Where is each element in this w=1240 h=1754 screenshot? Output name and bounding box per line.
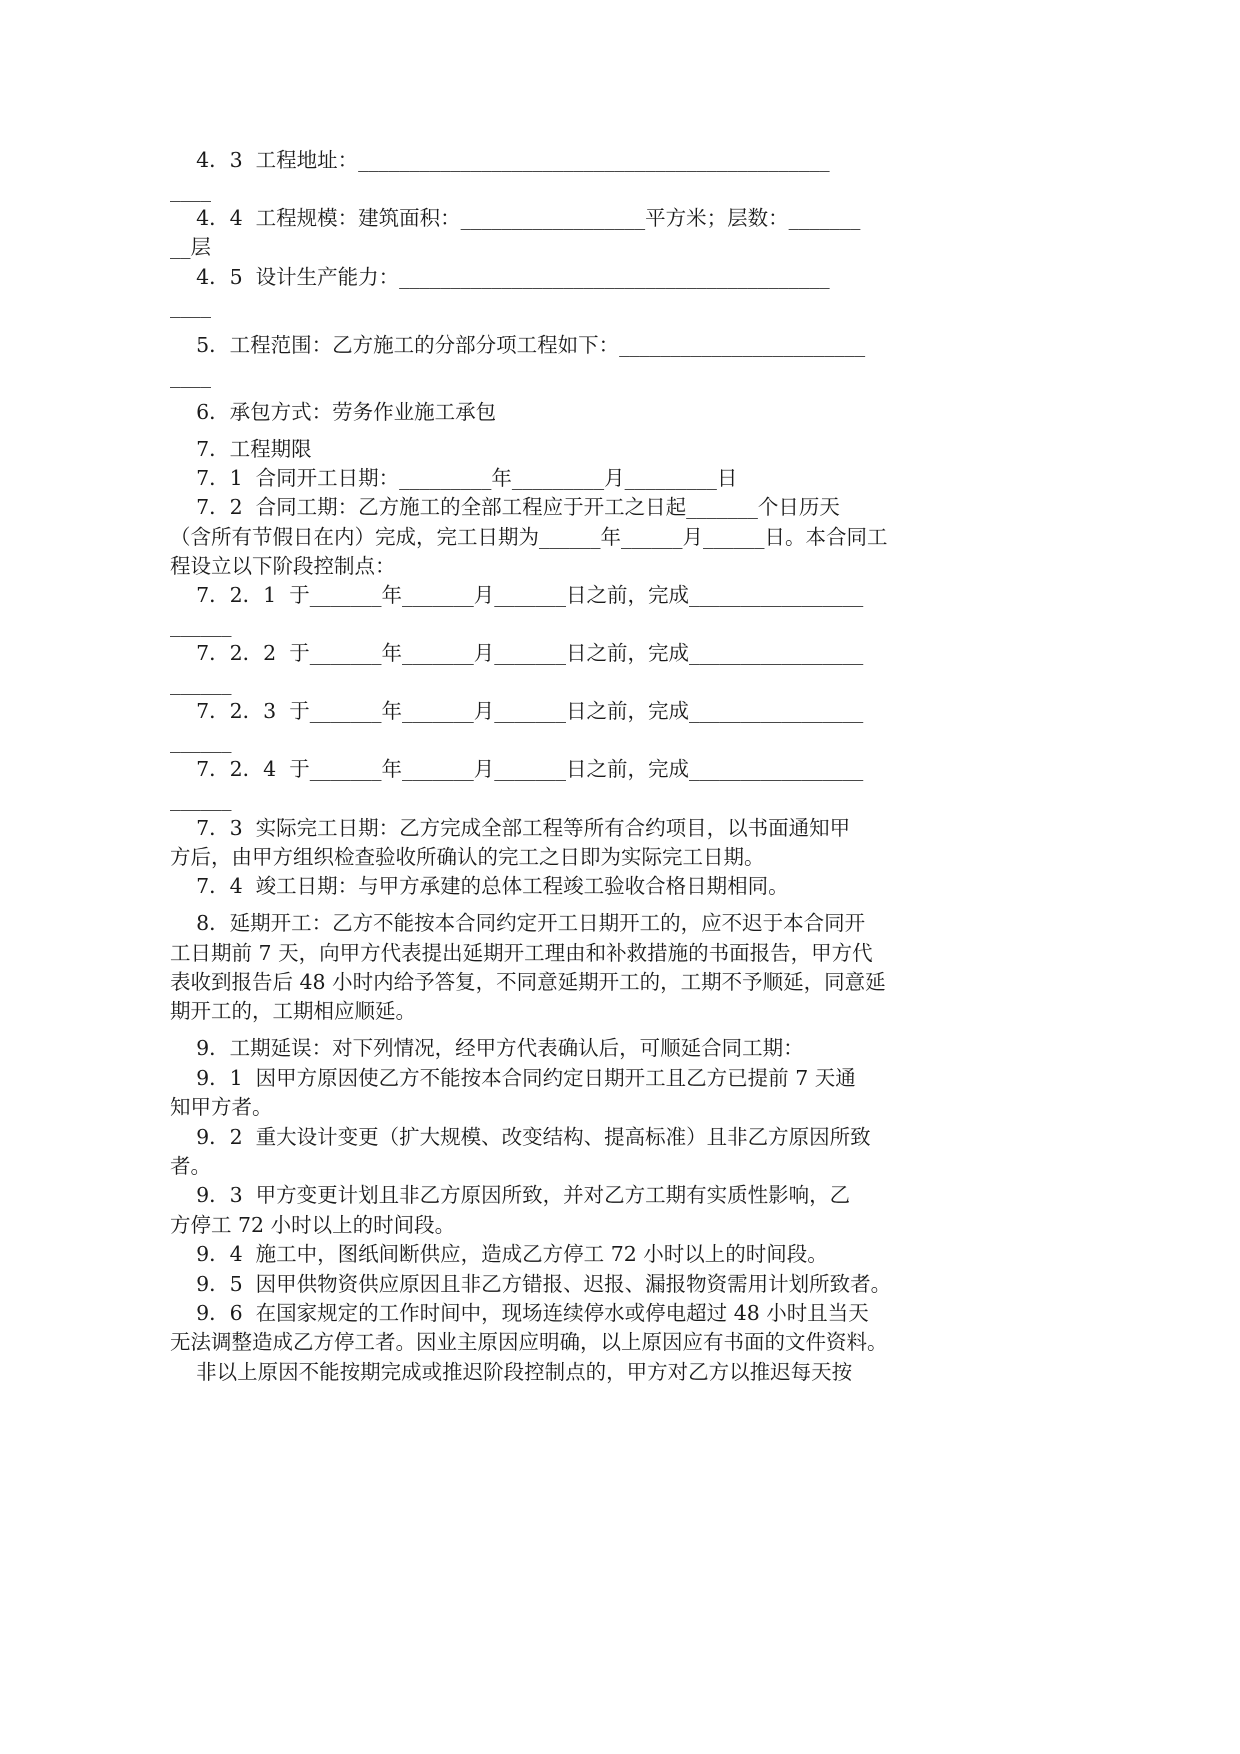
text-line: 9．6 在国家规定的工作时间中，现场连续停水或停电超过 48 小时且当天 [170, 1301, 869, 1325]
text-line: 程设立以下阶段控制点： [170, 554, 396, 578]
text-line: 期开工的，工期相应顺延。 [170, 999, 416, 1023]
text-line: 非以上原因不能按期完成或推迟阶段控制点的，甲方对乙方以推迟每天按 [170, 1360, 853, 1384]
text-line: 4．3 工程地址：______________________________________________ [170, 148, 830, 172]
text-line: 7．2．4 于_______年_______月_______日之前，完成_________________ [170, 757, 864, 781]
text-line: 7．4 竣工日期：与甲方承建的总体工程竣工验收合格日期相同。 [170, 874, 789, 898]
text-line: 9．4 施工中，图纸间断供应，造成乙方停工 72 小时以上的时间段。 [170, 1242, 828, 1266]
text-line: （含所有节假日在内）完成，完工日期为______年______月______日。本合同工 [170, 525, 888, 549]
text-line: 9．2 重大设计变更（扩大规模、改变结构、提高标准）且非乙方原因所致 [170, 1125, 871, 1149]
text-line: 7．2．3 于_______年_______月_______日之前，完成_________________ [170, 699, 864, 723]
text-line: ____ [170, 294, 211, 318]
text-line: 知甲方者。 [170, 1095, 273, 1119]
text-line: 表收到报告后 48 小时内给予答复，不同意延期开工的，工期不予顺延，同意延 [170, 970, 886, 994]
text-line: 9．1 因甲方原因使乙方不能按本合同约定日期开工且乙方已提前 7 天通 [170, 1066, 856, 1090]
text-line: 7．1 合同开工日期：_________年_________月_________日 [170, 466, 738, 490]
text-line: ______ [170, 729, 232, 753]
text-line: 7．2．1 于_______年_______月_______日之前，完成_________________ [170, 583, 864, 607]
text-line: 7．2．2 于_______年_______月_______日之前，完成_________________ [170, 641, 864, 665]
text-line: 9．3 甲方变更计划且非乙方原因所致，并对乙方工期有实质性影响，乙 [170, 1183, 851, 1207]
text-line: 工日期前 7 天，向甲方代表提出延期开工理由和补救措施的书面报告，甲方代 [170, 941, 873, 965]
text-line: 4．4 工程规模：建筑面积：__________________平方米；层数：_______ [170, 206, 861, 230]
text-line: ______ [170, 787, 232, 811]
text-line: 方后，由甲方组织检查验收所确认的完工之日即为实际完工日期。 [170, 845, 765, 869]
text-line: ______ [170, 671, 232, 695]
text-line: ____ [170, 364, 211, 388]
text-line: __层 [170, 235, 211, 259]
text-line: 7．3 实际完工日期：乙方完成全部工程等所有合约项目，以书面通知甲 [170, 816, 851, 840]
text-line: 5．工程范围：乙方施工的分部分项工程如下：________________________ [170, 333, 866, 357]
text-line: 7．工程期限 [170, 437, 312, 461]
text-line: ____ [170, 178, 211, 202]
text-line: 9．工期延误：对下列情况，经甲方代表确认后，可顺延合同工期： [170, 1036, 804, 1060]
text-line: 方停工 72 小时以上的时间段。 [170, 1213, 456, 1237]
text-line: 4．5 设计生产能力：__________________________________________ [170, 265, 830, 289]
text-line: 9．5 因甲供物资供应原因且非乙方错报、迟报、漏报物资需用计划所致者。 [170, 1272, 892, 1296]
text-line: 无法调整造成乙方停工者。因业主原因应明确，以上原因应有书面的文件资料。 [170, 1330, 888, 1354]
text-line: 8．延期开工：乙方不能按本合同约定开工日期开工的，应不迟于本合同开 [170, 911, 866, 935]
text-line: 6．承包方式：劳务作业施工承包 [170, 400, 497, 424]
text-line: ______ [170, 613, 232, 637]
text-line: 者。 [170, 1154, 211, 1178]
text-line: 7．2 合同工期：乙方施工的全部工程应于开工之日起_______个日历天 [170, 495, 840, 519]
